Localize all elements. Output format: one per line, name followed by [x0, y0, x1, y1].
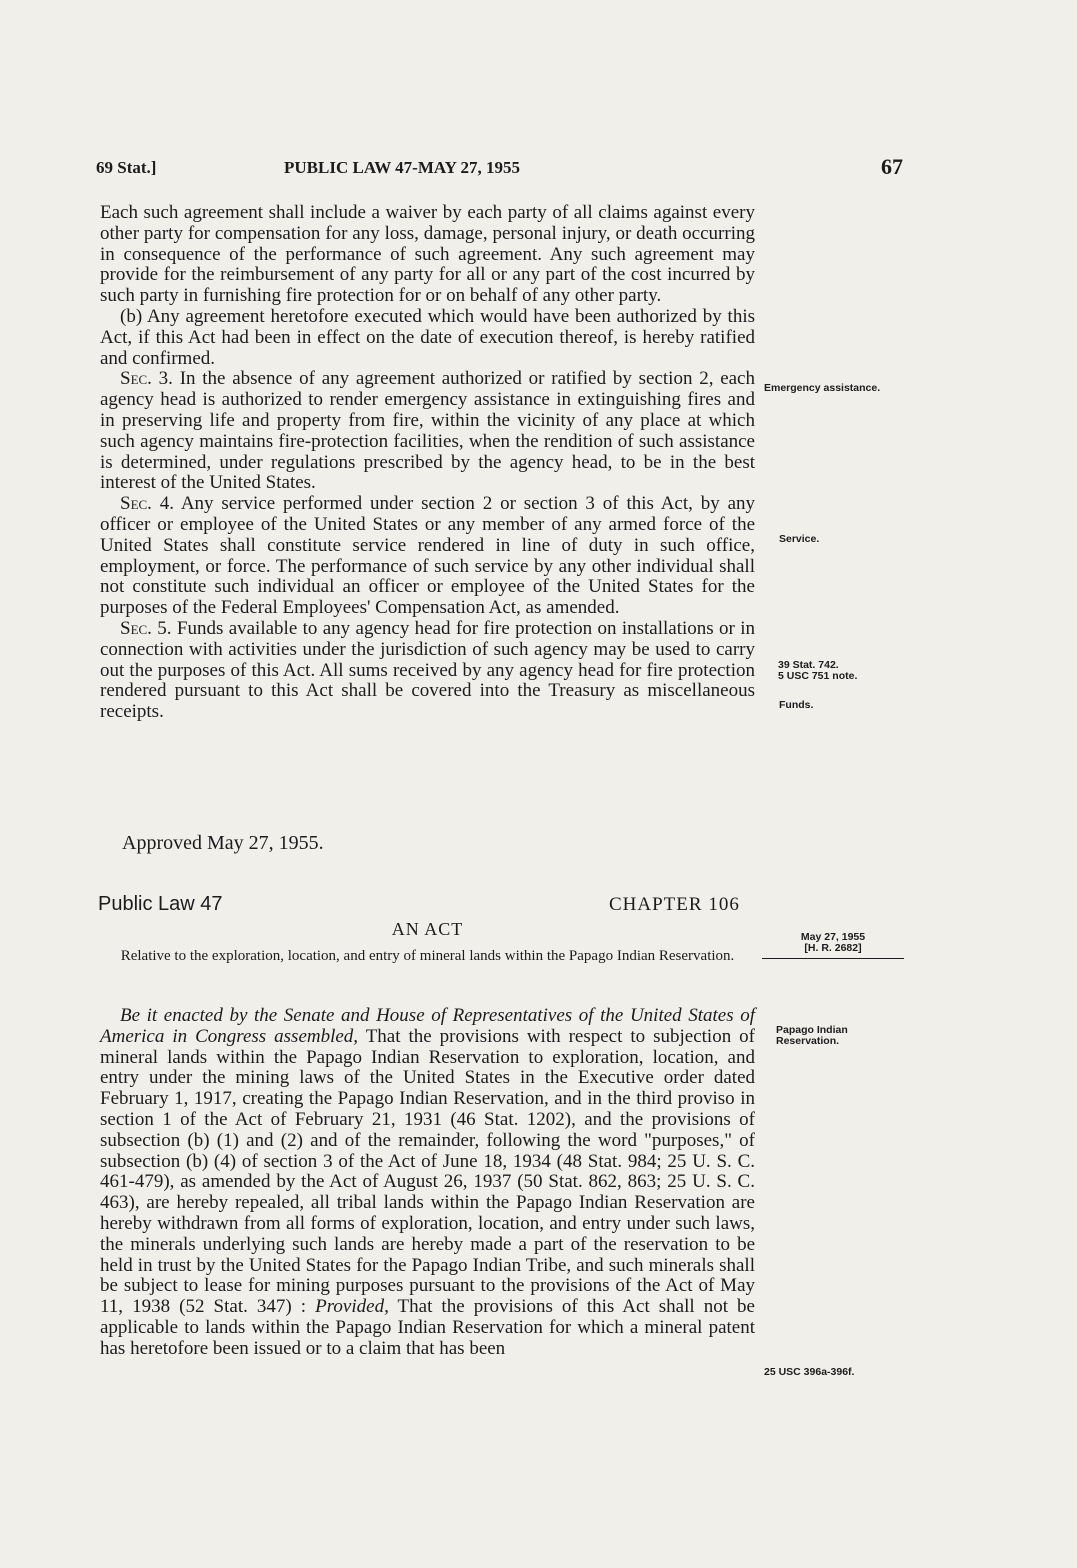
body-text-bottom	[100, 1006, 755, 1360]
margin-note-papago: Papago Indian Reservation.	[776, 1024, 848, 1047]
section-4	[100, 494, 755, 619]
section-4-text: Any service performed under section 2 or section 3 of this Act, by any officer or employee of the United States or any member of any armed force of the United States shall constitute service rendered in line of duty in such office, employment, or force. The performance of such service by any other individual shall not constitute such individual an officer or employee of the United States for the purposes of the Federal Employees' Compensation Act, as amended.	[100, 493, 755, 619]
enacting-clause: Be it enacted by the Senate and House of Representatives of the United States of America in Congress assembled,	[100, 1005, 755, 1047]
public-law-heading: Public Law 47	[98, 893, 223, 915]
margin-note-service: Service.	[779, 533, 820, 545]
approved-date: Approved May 27, 1955.	[122, 832, 324, 854]
an-act-heading: AN ACT	[391, 919, 464, 939]
body-text-top	[100, 203, 755, 723]
provided-word: Provided,	[315, 1296, 389, 1318]
section-5	[100, 619, 755, 723]
section-4-label: Sec. 4.	[120, 493, 175, 515]
enacting-text-2: That the provisions of this Act shall not be applicable to lands within the Papago Indian Reservation for which a mineral patent has heretofore been issued or to a claim that has been	[100, 1296, 755, 1359]
margin-note-bill-ref	[762, 932, 904, 959]
running-header	[96, 156, 906, 182]
stat-volume: 69 Stat.]	[96, 158, 157, 177]
enacting-text-1: That the provisions with respect to subjection of mineral lands within the Papago Indian Reservation to exploration, location, and entry under the mining laws of the United States in the Executive order dated February 1, 1917, creating the Papago Indian Reservation, and in the third proviso in section 1 of the Act of February 21, 1931 (46 Stat. 1202), and the provisions of subsection (b) (1) and (2) and of the remainder, following the word "purposes," of subsection (b) (4) of section 3 of the Act of June 18, 1934 (48 Stat. 984; 25 U. S. C. 461-479), as amended by the Act of August 26, 1937 (50 Stat. 862, 863; 25 U. S. C. 463), are hereby repealed, all tribal lands within the Papago Indian Reservation are hereby withdrawn from all forms of exploration, location, and entry under such laws, the minerals underlying such lands are hereby made a part of the reservation to be held in trust by the United States for the Papago Indian Tribe, and such minerals shall be subject to lease for mining purposes pursuant to the provisions of the Act of May 11, 1938 (52 Stat. 347) :	[100, 1025, 755, 1318]
margin-note-stat-ref	[778, 660, 857, 682]
act-description: Relative to the exploration, location, and entry of mineral lands within the Papago Indian Reservation.	[120, 948, 735, 964]
stat-ref-line-2: 5 USC 751 note.	[778, 670, 858, 682]
stat-ref-line-1: 39 Stat. 742.	[778, 659, 839, 671]
bill-number: [H. R. 2682]	[804, 942, 862, 954]
margin-note-usc: 25 USC 396a-396f.	[764, 1366, 855, 1378]
paragraph-b: (b) Any agreement heretofore executed which would have been authorized by this Act, if this Act had been in effect on the date of execution thereof, is hereby ratified and confirmed.	[100, 305, 755, 369]
bill-date: May 27, 1955	[800, 931, 866, 943]
running-title: PUBLIC LAW 47-MAY 27, 1955	[284, 158, 520, 177]
section-5-label: Sec. 5.	[120, 617, 172, 639]
paragraph-waiver: Each such agreement shall include a waiver by each party of all claims against every other party for compensation for any loss, damage, personal injury, or death occurring in consequence of the performance of such agreement. Any such agreement may provide for the reimbursement of any party for all or any part of the cost incurred by such party in furnishing fire protection for or on behalf of any other party.	[100, 202, 755, 307]
margin-note-funds: Funds.	[779, 699, 814, 711]
section-3	[100, 369, 755, 494]
page-number: 67	[881, 154, 903, 179]
section-3-text: In the absence of any agreement authorized or ratified by section 2, each agency head is authorized to render emergency assistance in extinguishing fires and in preserving life and property from fire, within the vicinity of any place at which such agency maintains fire-protection facilities, when the rendition of such assistance is determined, under regulations prescribed by the agency head, to be in the best interest of the United States.	[100, 368, 755, 494]
chapter-heading: CHAPTER 106	[609, 894, 740, 915]
enacting-paragraph	[100, 1006, 755, 1360]
section-3-label: Sec. 3.	[120, 368, 173, 390]
margin-note-emergency: Emergency assistance.	[764, 382, 881, 394]
section-5-text: Funds available to any agency head for fire protection on installations or in connection with activities under the jurisdiction of such agency may be used to carry out the purposes of this Act. All sums received by any agency head for fire protection rendered pursuant to this Act shall be covered into the Treasury as miscellaneous receipts.	[100, 617, 755, 723]
